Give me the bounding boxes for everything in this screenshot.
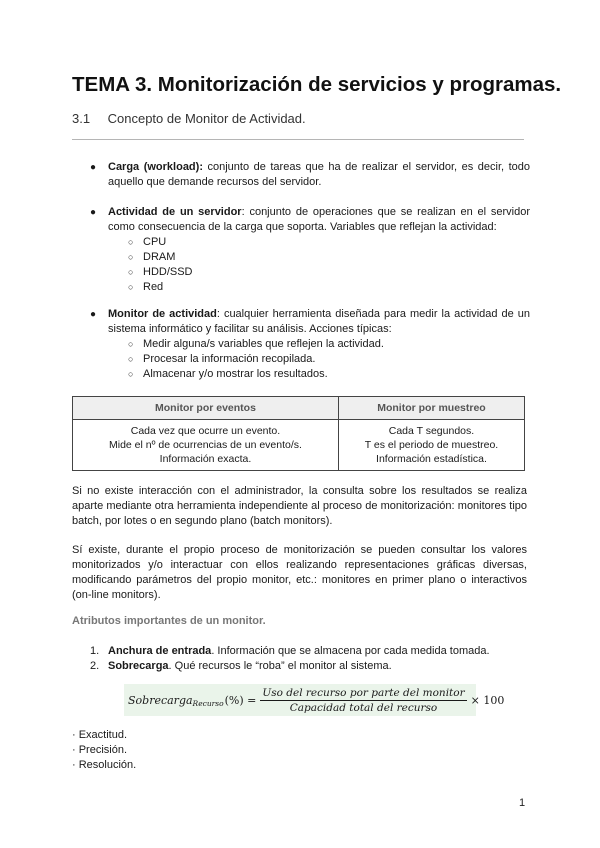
list-item: · Resolución.: [72, 759, 137, 771]
list-item: ○ DRAM: [128, 251, 176, 263]
list-item: 2. Sobrecarga. Qué recursos le “roba” el monitor al sistema.: [90, 660, 392, 672]
attributes-heading: Atributos importantes de un monitor.: [72, 615, 266, 627]
formula-fraction: $\frac{\text{Uso del recurso por parte del monitor}}{\text{Capacidad total del recurso}}$: [262, 686, 465, 714]
table-header: Monitor por eventos: [73, 397, 339, 420]
bullet-term: Actividad de un servidor: [108, 206, 242, 218]
section-title: Concepto de Monitor de Actividad.: [107, 111, 306, 126]
bullet-text: : cualquier herramienta diseñada para medir la actividad de un sistema informático y facilitar su análisis. Acciones típicas:: [108, 308, 530, 335]
list-item: ○ CPU: [128, 236, 167, 248]
bullet-dot-icon: ●: [90, 207, 97, 218]
sub-list: [128, 337, 530, 382]
circle-bullet-icon: ○: [128, 267, 134, 277]
circle-bullet-icon: ○: [128, 282, 134, 292]
section-number: 3.1: [72, 111, 91, 126]
list-item: ○ Almacenar y/o mostrar los resultados.: [128, 368, 328, 380]
paragraph-batch-monitors: Si no existe interacción con el administrador, la consulta sobre los resultados se realiza aparte mediante otra herramienta independiente al proceso de monitorización: monitores tipo batch, por lotes o en segundo plano (batch monitors).: [72, 485, 527, 527]
list-item: ○ HDD/SSD: [128, 266, 193, 278]
section-heading: [72, 111, 306, 126]
overhead-formula: Sobrecarga Recurso (%) = $\frac{\text{Uso del recurso por parte del monitor}}{\text{Capacidad total del recurso}}$ × 100: [124, 684, 476, 716]
attributes-list: [90, 644, 530, 674]
monitor-comparison-table: [72, 396, 525, 471]
bullet-term: Carga (workload):: [108, 161, 203, 173]
list-item: ○ Medir alguna/s variables que reflejen la actividad.: [128, 338, 384, 350]
table-cell-events: Cada vez que ocurre un evento. Mide el nº de ocurrencias de un evento/s. Información exacta.: [73, 420, 339, 471]
sub-list: [128, 235, 530, 295]
section-divider: [72, 139, 524, 140]
circle-bullet-icon: ○: [128, 354, 134, 364]
list-item: 1. Anchura de entrada. Información que se almacena por cada medida tomada.: [90, 645, 490, 657]
table-row: [73, 420, 525, 471]
extra-attributes-list: [72, 728, 136, 773]
list-item: ○ Red: [128, 281, 164, 293]
circle-bullet-icon: ○: [128, 369, 134, 379]
bullet-text: : conjunto de operaciones que se realizan en el servidor como consecuencia de la carga que soporta. Variables que reflejan la actividad:: [108, 206, 530, 233]
list-item: · Exactitud.: [72, 729, 128, 741]
bullet-item-server-activity: [90, 205, 530, 295]
bullet-dot-icon: ●: [90, 162, 97, 173]
bullet-term: Monitor de actividad: [108, 308, 217, 320]
circle-bullet-icon: ○: [128, 252, 134, 262]
list-item: · Precisión.: [72, 744, 128, 756]
table-cell-sampling: Cada T segundos. T es el periodo de muestreo. Información estadística.: [338, 420, 524, 471]
page-title: TEMA 3. Monitorización de servicios y programas.: [72, 73, 562, 96]
bullet-text: conjunto de tareas que ha de realizar el servidor, es decir, todo aquello que demande recursos del servidor.: [108, 161, 530, 188]
bullet-item-activity-monitor: [90, 307, 530, 382]
bullet-dot-icon: ●: [90, 309, 97, 320]
table-header: Monitor por muestreo: [338, 397, 524, 420]
page-number: 1: [519, 797, 526, 809]
circle-bullet-icon: ○: [128, 237, 134, 247]
list-item: ○ Procesar la información recopilada.: [128, 353, 316, 365]
bullet-item-workload: [90, 160, 530, 190]
paragraph-online-monitors: Sí existe, durante el propio proceso de monitorización se pueden consultar los valores monitorizados y/o interactuar con ellos realizando representaciones gráficas diversas, modificando parámetros del propio monitor, etc.: monitores en primer plano o interactivos (on-line monitors).: [72, 544, 527, 601]
circle-bullet-icon: ○: [128, 339, 134, 349]
